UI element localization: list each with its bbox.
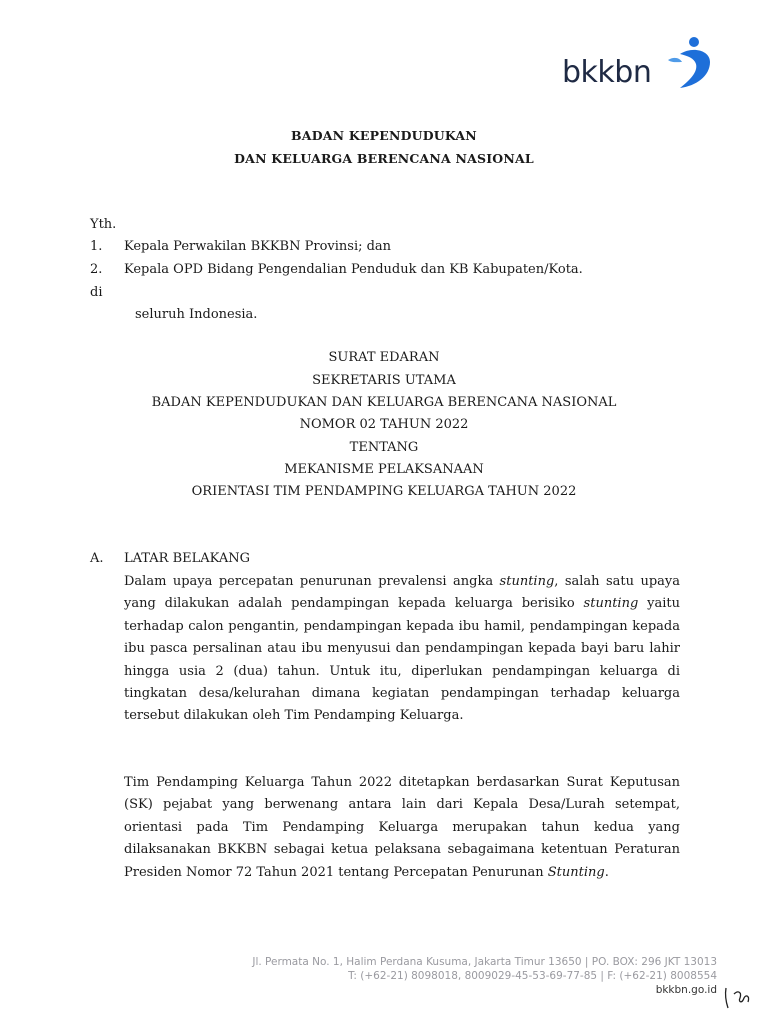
p1-run-italic: stunting: [499, 574, 555, 589]
logo-mark-icon: [666, 36, 714, 94]
p1-run-italic: stunting: [583, 596, 639, 612]
place-text: seluruh Indonesia.: [135, 307, 258, 322]
p1-run: , salah satu upaya yang dilakukan adalah pendampingan kepada keluarga berisiko: [124, 574, 680, 612]
paragraph-1: [124, 571, 680, 728]
recipient-text: Kepala Perwakilan BKKBN Provinsi; dan: [124, 239, 392, 254]
paragraph-2: [124, 772, 680, 884]
bkkbn-logo: [562, 36, 722, 98]
initial-signature-icon: [722, 984, 758, 1012]
footer-url: bkkbn.go.id: [655, 984, 717, 996]
title-line: ORIENTASI TIM PENDAMPING KELUARGA TAHUN 2022: [191, 484, 577, 499]
section-letter: A.: [90, 551, 104, 566]
title-line: TENTANG: [349, 440, 419, 455]
title-line: SURAT EDARAN: [328, 350, 440, 365]
p2-run-italic: Stunting: [547, 864, 605, 880]
title-line: MEKANISME PELAKSANAAN: [284, 462, 484, 477]
header-line-2: DAN KELUARGA BERENCANA NASIONAL: [234, 151, 534, 166]
yth-label: Yth.: [90, 217, 117, 232]
di-label: di: [90, 285, 103, 300]
p1-run: Dalam upaya percepatan penurunan prevalensi angka: [124, 574, 500, 589]
title-line: BADAN KEPENDUDUKAN DAN KELUARGA BERENCANA NASIONAL: [151, 395, 617, 410]
p1-run: yaitu terhadap calon pengantin, pendampingan kepada ibu hamil, pendampingan kepada ibu pasca persalinan atau ibu menyusui dan pendampingan kepada bayi baru lahir hingga usia 2 (dua) tahun. Untuk itu, diperlukan pendampingan keluarga di tingkatan desa/kelurahan dimana kegiatan pendampingan terhadap keluarga tersebut dilakukan oleh Tim Pendamping Keluarga.: [124, 596, 680, 724]
footer-address: Jl. Permata No. 1, Halim Perdana Kusuma, Jakarta Timur 13650 | PO. BOX: 296 JKT 13013: [252, 956, 717, 968]
title-line: NOMOR 02 TAHUN 2022: [299, 417, 469, 432]
logo-text: bkkbn: [562, 55, 652, 90]
p2-run: .: [604, 864, 609, 880]
header-line-1: BADAN KEPENDUDUKAN: [291, 128, 477, 143]
recipient-text: Kepala OPD Bidang Pengendalian Penduduk dan KB Kabupaten/Kota.: [124, 262, 583, 277]
title-line: SEKRETARIS UTAMA: [312, 373, 456, 388]
recipient-number: 2.: [90, 262, 103, 277]
section-heading: LATAR BELAKANG: [124, 551, 250, 566]
footer-phone: T: (+62-21) 8098018, 8009029-45-53-69-77-85 | F: (+62-21) 8008554: [348, 970, 717, 982]
recipient-number: 1.: [90, 239, 103, 254]
p2-run: Tim Pendamping Keluarga Tahun 2022 ditetapkan berdasarkan Surat Keputusan (SK) pejabat yang berwenang antara lain dari Kepala Desa/Lurah setempat, orientasi pada Tim Pendamping Keluarga merupakan tahun kedua yang dilaksanakan BKKBN sebagai ketua pelaksana sebagaimana ketentuan Peraturan Presiden Nomor 72 Tahun 2021 tentang Percepatan Penurunan: [124, 775, 680, 880]
